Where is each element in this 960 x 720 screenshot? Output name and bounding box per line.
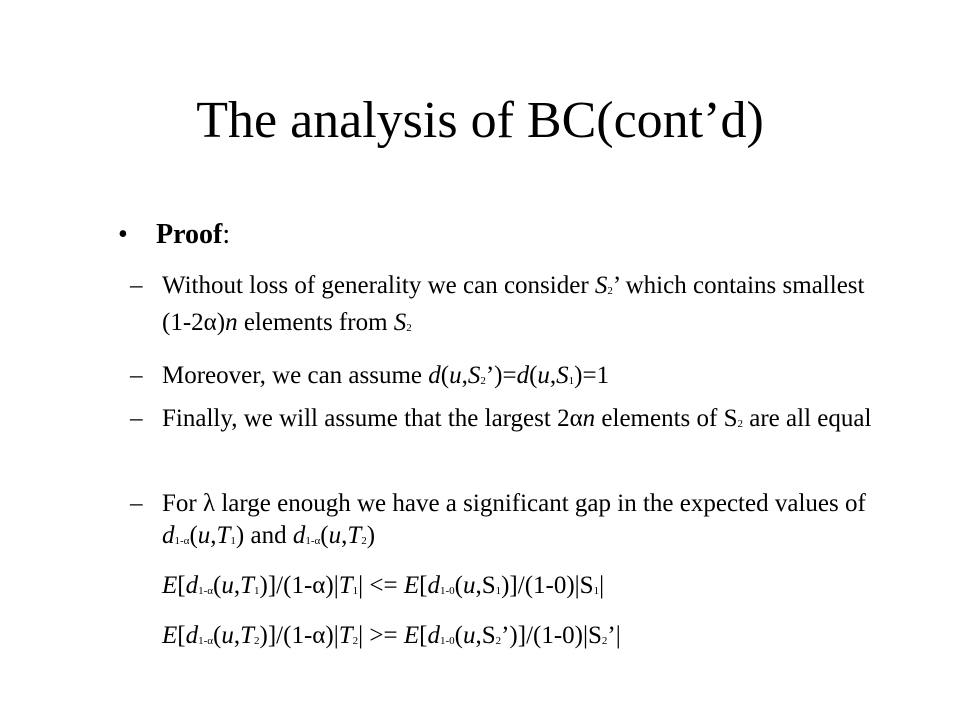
sub-item-4 [130, 488, 890, 557]
dash-marker: – [130, 490, 143, 517]
equation-2: E[d1-α(u,T2)]/(1-α)|T2| >= E[d1-0(u,S2’)]/(1-0)|S2’| [162, 622, 621, 649]
sub-item-text: Finally, we will assume that the largest 2αn elements of S2 are all equal [162, 405, 872, 432]
dash-marker: – [130, 405, 143, 432]
dash-marker: – [130, 272, 143, 299]
equation-1: E[d1-α(u,T1)]/(1-α)|T1| <= E[d1-0(u,S1)]/(1-0)|S1| [162, 572, 605, 599]
sub-item-text: Without loss of generality we can consider S2’ which contains smallest (1-2α)n elements from S2 [162, 272, 865, 336]
slide-title: The analysis of BC(cont’d) [196, 92, 764, 149]
dash-marker: – [130, 362, 143, 389]
sub-item-text: For λ large enough we have a significant gap in the expected values of d1-α(u,T1) and d1-α(u,T2) [162, 490, 866, 549]
sub-item-2 [130, 360, 890, 397]
proof-label: Proof [156, 219, 223, 250]
bullet-marker: • [118, 219, 128, 250]
sub-item-text: Moreover, we can assume d(u,S2’)=d(u,S1)=1 [162, 362, 610, 389]
sub-item-3 [130, 403, 890, 440]
sub-item-1 [130, 270, 890, 344]
proof-colon: : [222, 219, 231, 250]
bullet-proof [118, 218, 230, 252]
